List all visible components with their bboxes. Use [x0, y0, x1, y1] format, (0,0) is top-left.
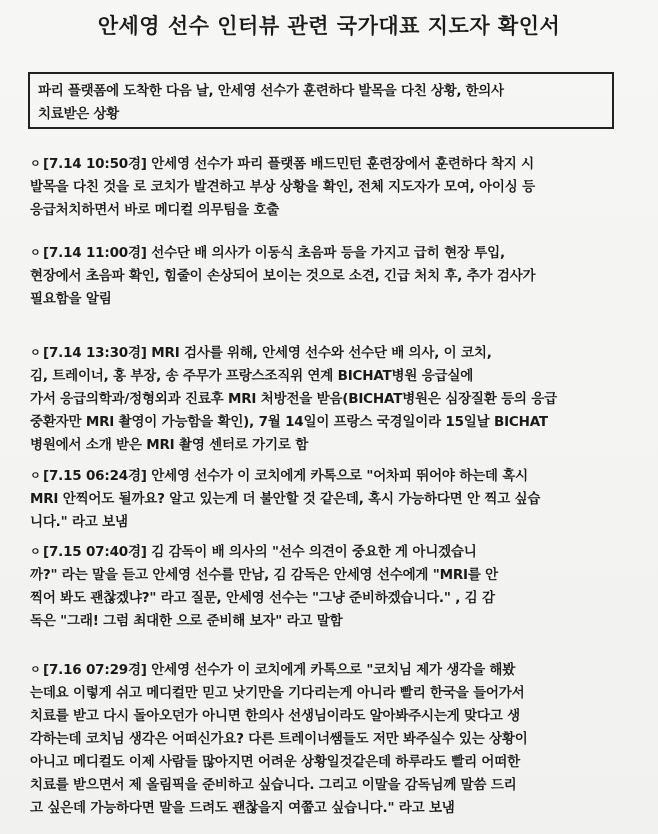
entry-line: 병원에서 소개 받은 MRI 촬영 센터로 가기로 함	[30, 437, 309, 453]
entry-text: [7.16 07:29경] 안세영 선수가 이 코치에게 카톡으로 "코치님 제가 생각을 해봤	[43, 662, 516, 678]
entry-line: 니다." 라고 보냄	[30, 514, 128, 530]
timeline-entry	[30, 540, 630, 633]
entry-line: 찍어 봐도 괜찮겠냐?" 라고 질문, 안세영 선수는 "그냥 준비하겠습니다." , 김 감	[30, 590, 495, 606]
entry-line: 가서 응급의학과/정형외과 진료후 MRI 처방전을 받음(BICHAT병원은 심장질환 등의 응급	[30, 391, 557, 407]
entry-line: 독은 "그래! 그럼 최대한 으로 준비해 보자" 라고 말함	[30, 613, 343, 629]
entry-line: 필요함을 알림	[30, 291, 112, 307]
entry-line: 각하는데 코치님 생각은 어떠신가요? 다른 트레이너쌤들도 저만 봐주실수 있는 상황이	[30, 731, 528, 747]
timeline-entry	[30, 152, 630, 222]
entry-line: 김, 트레이너, 홍 부장, 송 주무가 프랑스조직위 연계 BICHAT병원 응급실에	[30, 368, 474, 384]
entry-text: [7.15 06:24경] 안세영 선수가 이 코치에게 카톡으로 "어차피 뛰어야 하는데 혹시	[43, 468, 528, 484]
summary-line: 치료받은 상황	[38, 106, 119, 122]
bullet-icon: ㅇ	[30, 545, 41, 558]
entry-text: [7.14 11:00경] 선수단 배 의사가 이동식 초음파 등을 가지고 급히 현장 투입,	[43, 245, 505, 261]
timeline-entry	[30, 464, 630, 534]
entry-line	[30, 540, 630, 564]
bullet-icon: ㅇ	[30, 246, 41, 259]
entry-line	[30, 658, 630, 682]
entry-text: [7.14 13:30경] MRI 검사를 위해, 안세영 선수와 선수단 배 의사, 이 코치,	[43, 345, 492, 361]
bullet-icon: ㅇ	[30, 663, 41, 676]
entry-line	[30, 464, 630, 488]
entry-line: 발목을 다친 것을 로 코치가 발견하고 부상 상황을 확인, 전체 지도자가 모여, 아이싱 등	[30, 179, 535, 195]
entry-line: 고 싶은데 가능하다면 말을 드려도 괜찮을지 여쭙고 싶습니다." 라고 보냄	[30, 800, 455, 816]
entry-line: MRI 안찍어도 될까요? 알고 있는게 더 불안할 것 같은데, 혹시 가능하다면 안 찍고 싶습	[30, 491, 541, 507]
entry-line	[30, 241, 630, 265]
timeline-entry	[30, 341, 630, 457]
entry-text: [7.14 10:50경] 안세영 선수가 파리 플랫폼 배드민턴 훈련장에서 훈련하다 착지 시	[43, 156, 534, 172]
entry-line	[30, 341, 630, 365]
entry-line	[30, 152, 630, 176]
entry-line: 치료를 받으면서 제 올림픽을 준비하고 싶습니다. 그리고 이말을 감독님께 말씀 드리	[30, 777, 517, 793]
summary-line: 파리 플랫폼에 도착한 다음 날, 안세영 선수가 훈련하다 발목을 다친 상황, 한의사	[38, 83, 504, 99]
entry-line: 중환자만 MRI 촬영이 가능함을 확인), 7월 14일이 프랑스 국경일이라 15일날 BICHAT	[30, 414, 548, 430]
entry-line: 까?" 라는 말을 듣고 안세영 선수를 만남, 김 감독은 안세영 선수에게 "MRI를 안	[30, 567, 499, 583]
entry-line: 현장에서 초음파 확인, 힘줄이 손상되어 보이는 것으로 소견, 긴급 처치 후, 추가 검사가	[30, 268, 536, 284]
entry-line: 치료를 받고 다시 돌아오던가 아니면 한의사 선생님이라도 알아봐주시는게 맞다고 생	[30, 708, 520, 724]
entry-line: 아니고 메디컬도 이제 사람들 많아지면 어려운 상황일것같은데 하루라도 빨리 어떠한	[30, 754, 520, 770]
bullet-icon: ㅇ	[30, 469, 41, 482]
entry-line: 는데요 이렇게 쉬고 메디컬만 믿고 낫기만을 기다리는게 아니라 빨리 한국을 들어가서	[30, 685, 525, 701]
entry-line: 응급처치하면서 바로 메디컬 의무팀을 호출	[30, 202, 280, 218]
bullet-icon: ㅇ	[30, 346, 41, 359]
timeline-entry	[30, 241, 630, 311]
summary-box	[28, 72, 614, 129]
bullet-icon: ㅇ	[30, 157, 41, 170]
document-title: 안세영 선수 인터뷰 관련 국가대표 지도자 확인서	[97, 14, 561, 38]
entry-text: [7.15 07:40경] 김 감독이 배 의사의 "선수 의견이 중요한 게 아니겠습니	[43, 544, 477, 560]
timeline-entry	[30, 658, 630, 820]
